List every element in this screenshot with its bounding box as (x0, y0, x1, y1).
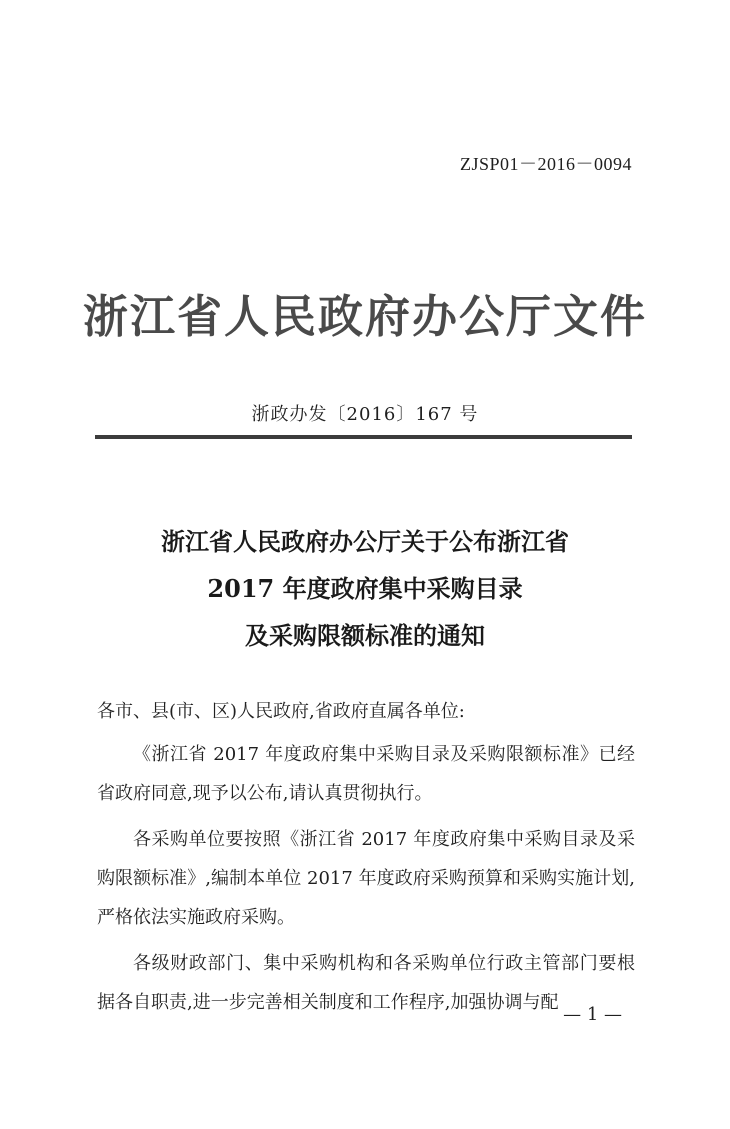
title-line-2: 2017 年度政府集中采购目录 (207, 574, 523, 603)
page-number: — 1 — (563, 1004, 622, 1025)
document-number: 浙政办发〔2016〕167 号 (251, 404, 479, 425)
title-line-3: 及采购限额标准的通知 (245, 621, 485, 650)
body-paragraph-3: 各级财政部门、集中采购机构和各采购单位行政主管部门要根据各自职责,进一步完善相关制度和工作程序,加强协调与配 (97, 953, 635, 1013)
salutation: 各市、县(市、区)人民政府,省政府直属各单位: (97, 701, 465, 722)
title-line-1: 浙江省人民政府办公厅关于公布浙江省 (161, 527, 569, 556)
body-paragraph-2: 各采购单位要按照《浙江省 2017 年度政府集中采购目录及采购限额标准》,编制本单位 2017 年度政府采购预算和采购实施计划,严格依法实施政府采购。 (97, 829, 635, 928)
document-title (0, 518, 730, 659)
masthead-divider (95, 435, 632, 439)
body-paragraph-1: 《浙江省 2017 年度政府集中采购目录及采购限额标准》已经省政府同意,现予以公布,请认真贯彻执行。 (97, 744, 635, 804)
document-code: ZJSP01－2016－0094 (459, 154, 632, 174)
document-body (97, 692, 635, 1029)
issuer-masthead: 浙江省人民政府办公厅文件 (82, 290, 647, 343)
